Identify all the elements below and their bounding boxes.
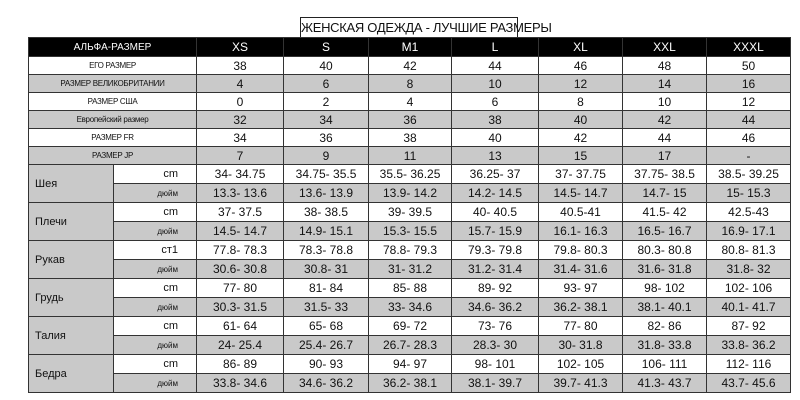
measurement-value-cell: 77- 80 [539, 317, 623, 336]
size-value-cell: 2 [284, 93, 369, 111]
size-value-cell: 12 [539, 75, 623, 93]
standard-label: РАЗМЕР ВЕЛИКОБРИТАНИИ [29, 75, 197, 93]
measurement-value-cell: 37.75- 38.5 [623, 165, 707, 184]
size-value-cell: 10 [452, 75, 539, 93]
measurement-value-cell: 40- 40.5 [452, 203, 539, 222]
size-value-cell: 36 [369, 111, 452, 129]
size-value-cell: 17 [623, 147, 707, 165]
measurement-name: Плечи [29, 203, 114, 241]
size-value-cell: 42 [623, 111, 707, 129]
measurement-value-cell: 98- 102 [623, 279, 707, 298]
measurement-value-cell: 93- 97 [539, 279, 623, 298]
size-value-cell: 10 [623, 93, 707, 111]
measurement-name: Талия [29, 317, 114, 355]
standard-label: Европейский размер [29, 111, 197, 129]
measurement-value-cell: 98- 101 [452, 355, 539, 374]
size-value-cell: 44 [707, 111, 791, 129]
unit-label: дюйм [114, 260, 197, 279]
measurement-value-cell: 25.4- 26.7 [284, 336, 369, 355]
measurement-value-cell: 40.1- 41.7 [707, 298, 791, 317]
measurement-row [29, 203, 791, 222]
measurement-value-cell: 14.5- 14.7 [539, 184, 623, 203]
measurement-row [29, 298, 791, 317]
size-value-cell: - [707, 147, 791, 165]
measurement-value-cell: 78.8- 79.3 [369, 241, 452, 260]
size-value-cell: 48 [623, 57, 707, 75]
size-header: L [452, 38, 539, 57]
standard-row [29, 111, 791, 129]
measurement-value-cell: 31- 31.2 [369, 260, 452, 279]
size-value-cell: 50 [707, 57, 791, 75]
size-value-cell: 44 [623, 129, 707, 147]
size-value-cell: 16 [707, 75, 791, 93]
unit-label: ст1 [114, 241, 197, 260]
measurement-value-cell: 28.3- 30 [452, 336, 539, 355]
unit-label: cm [114, 203, 197, 222]
measurement-value-cell: 30- 31.8 [539, 336, 623, 355]
measurement-value-cell: 102- 105 [539, 355, 623, 374]
measurement-row [29, 165, 791, 184]
measurement-value-cell: 102- 106 [707, 279, 791, 298]
measurement-row [29, 222, 791, 241]
measurement-value-cell: 89- 92 [452, 279, 539, 298]
measurement-value-cell: 80.3- 80.8 [623, 241, 707, 260]
measurement-value-cell: 30.6- 30.8 [197, 260, 284, 279]
measurement-value-cell: 16.9- 17.1 [707, 222, 791, 241]
measurement-row [29, 260, 791, 279]
size-value-cell: 6 [452, 93, 539, 111]
standard-label: ЕГО РАЗМЕР [29, 57, 197, 75]
size-header: XL [539, 38, 623, 57]
measurement-value-cell: 34.6- 36.2 [452, 298, 539, 317]
measurement-value-cell: 31.5- 33 [284, 298, 369, 317]
measurement-value-cell: 81- 84 [284, 279, 369, 298]
measurement-value-cell: 37- 37.5 [197, 203, 284, 222]
standard-row [29, 93, 791, 111]
measurement-value-cell: 40.5-41 [539, 203, 623, 222]
measurement-row [29, 279, 791, 298]
measurement-value-cell: 15.7- 15.9 [452, 222, 539, 241]
header-row [29, 38, 791, 57]
size-value-cell: 40 [539, 111, 623, 129]
measurement-value-cell: 41.3- 43.7 [623, 374, 707, 393]
measurement-value-cell: 33.8- 34.6 [197, 374, 284, 393]
size-value-cell: 6 [284, 75, 369, 93]
chart-title: ЖЕНСКАЯ ОДЕЖДА - ЛУЧШИЕ РАЗМЕРЫ [300, 17, 518, 39]
measurement-value-cell: 15.3- 15.5 [369, 222, 452, 241]
measurement-value-cell: 34.75- 35.5 [284, 165, 369, 184]
measurement-value-cell: 14.2- 14.5 [452, 184, 539, 203]
measurement-value-cell: 85- 88 [369, 279, 452, 298]
measurement-value-cell: 38.1- 40.1 [623, 298, 707, 317]
measurement-value-cell: 30.8- 31 [284, 260, 369, 279]
measurement-value-cell: 24- 25.4 [197, 336, 284, 355]
unit-label: cm [114, 165, 197, 184]
measurement-value-cell: 14.7- 15 [623, 184, 707, 203]
measurement-value-cell: 79.8- 80.3 [539, 241, 623, 260]
size-value-cell: 34 [197, 129, 284, 147]
size-value-cell: 38 [452, 111, 539, 129]
measurement-value-cell: 87- 92 [707, 317, 791, 336]
measurement-value-cell: 14.5- 14.7 [197, 222, 284, 241]
measurement-name: Шея [29, 165, 114, 203]
measurement-value-cell: 13.6- 13.9 [284, 184, 369, 203]
measurement-value-cell: 31.8- 32 [707, 260, 791, 279]
size-value-cell: 42 [369, 57, 452, 75]
size-header: XXXL [707, 38, 791, 57]
measurement-value-cell: 34- 34.75 [197, 165, 284, 184]
standard-label: РАЗМЕР JP [29, 147, 197, 165]
size-value-cell: 14 [623, 75, 707, 93]
measurement-value-cell: 78.3- 78.8 [284, 241, 369, 260]
alpha-size-label: АЛЬФА-РАЗМЕР [29, 38, 197, 57]
measurement-name: Рукав [29, 241, 114, 279]
standard-row [29, 147, 791, 165]
unit-label: дюйм [114, 298, 197, 317]
measurement-value-cell: 31.8- 33.8 [623, 336, 707, 355]
standard-row [29, 75, 791, 93]
measurement-value-cell: 35.5- 36.25 [369, 165, 452, 184]
size-value-cell: 36 [284, 129, 369, 147]
measurement-name: Грудь [29, 279, 114, 317]
size-value-cell: 42 [539, 129, 623, 147]
measurement-value-cell: 65- 68 [284, 317, 369, 336]
measurement-row [29, 241, 791, 260]
size-value-cell: 9 [284, 147, 369, 165]
measurement-value-cell: 38.5- 39.25 [707, 165, 791, 184]
measurement-value-cell: 42.5-43 [707, 203, 791, 222]
size-value-cell: 4 [197, 75, 284, 93]
measurement-row [29, 374, 791, 393]
size-value-cell: 15 [539, 147, 623, 165]
measurement-value-cell: 36.25- 37 [452, 165, 539, 184]
measurement-value-cell: 39- 39.5 [369, 203, 452, 222]
measurement-value-cell: 90- 93 [284, 355, 369, 374]
unit-label: дюйм [114, 184, 197, 203]
measurement-value-cell: 80.8- 81.3 [707, 241, 791, 260]
size-value-cell: 46 [539, 57, 623, 75]
size-value-cell: 38 [369, 129, 452, 147]
standard-label: РАЗМЕР FR [29, 129, 197, 147]
size-value-cell: 46 [707, 129, 791, 147]
measurement-value-cell: 16.5- 16.7 [623, 222, 707, 241]
measurement-value-cell: 31.2- 31.4 [452, 260, 539, 279]
unit-label: cm [114, 279, 197, 298]
measurement-value-cell: 38.1- 39.7 [452, 374, 539, 393]
size-header: S [284, 38, 369, 57]
measurement-value-cell: 33- 34.6 [369, 298, 452, 317]
measurement-value-cell: 112- 116 [707, 355, 791, 374]
standard-row [29, 129, 791, 147]
measurement-row [29, 355, 791, 374]
standard-label: РАЗМЕР США [29, 93, 197, 111]
measurement-value-cell: 31.4- 31.6 [539, 260, 623, 279]
size-value-cell: 34 [284, 111, 369, 129]
measurement-value-cell: 13.3- 13.6 [197, 184, 284, 203]
size-value-cell: 12 [707, 93, 791, 111]
size-value-cell: 8 [539, 93, 623, 111]
size-value-cell: 7 [197, 147, 284, 165]
size-value-cell: 4 [369, 93, 452, 111]
size-table [28, 37, 791, 393]
measurement-value-cell: 82- 86 [623, 317, 707, 336]
measurement-value-cell: 15- 15.3 [707, 184, 791, 203]
measurement-value-cell: 36.2- 38.1 [539, 298, 623, 317]
size-value-cell: 40 [284, 57, 369, 75]
measurement-value-cell: 77- 80 [197, 279, 284, 298]
size-value-cell: 13 [452, 147, 539, 165]
measurement-value-cell: 13.9- 14.2 [369, 184, 452, 203]
measurement-row [29, 317, 791, 336]
size-value-cell: 44 [452, 57, 539, 75]
measurement-row [29, 336, 791, 355]
size-header: XXL [623, 38, 707, 57]
measurement-value-cell: 41.5- 42 [623, 203, 707, 222]
measurement-value-cell: 30.3- 31.5 [197, 298, 284, 317]
unit-label: cm [114, 355, 197, 374]
measurement-value-cell: 38- 38.5 [284, 203, 369, 222]
measurement-value-cell: 86- 89 [197, 355, 284, 374]
size-value-cell: 11 [369, 147, 452, 165]
standard-row [29, 57, 791, 75]
size-value-cell: 38 [197, 57, 284, 75]
unit-label: дюйм [114, 374, 197, 393]
measurement-value-cell: 31.6- 31.8 [623, 260, 707, 279]
measurement-value-cell: 14.9- 15.1 [284, 222, 369, 241]
measurement-value-cell: 26.7- 28.3 [369, 336, 452, 355]
measurement-row [29, 184, 791, 203]
measurement-name: Бедра [29, 355, 114, 393]
size-header: XS [197, 38, 284, 57]
unit-label: дюйм [114, 222, 197, 241]
measurement-value-cell: 34.6- 36.2 [284, 374, 369, 393]
measurement-value-cell: 33.8- 36.2 [707, 336, 791, 355]
size-header: M1 [369, 38, 452, 57]
unit-label: дюйм [114, 336, 197, 355]
measurement-value-cell: 61- 64 [197, 317, 284, 336]
measurement-value-cell: 39.7- 41.3 [539, 374, 623, 393]
measurement-value-cell: 106- 111 [623, 355, 707, 374]
measurement-value-cell: 73- 76 [452, 317, 539, 336]
measurement-value-cell: 94- 97 [369, 355, 452, 374]
unit-label: cm [114, 317, 197, 336]
size-value-cell: 40 [452, 129, 539, 147]
measurement-value-cell: 77.8- 78.3 [197, 241, 284, 260]
measurement-value-cell: 16.1- 16.3 [539, 222, 623, 241]
size-value-cell: 32 [197, 111, 284, 129]
size-value-cell: 8 [369, 75, 452, 93]
measurement-value-cell: 79.3- 79.8 [452, 241, 539, 260]
size-value-cell: 0 [197, 93, 284, 111]
measurement-value-cell: 69- 72 [369, 317, 452, 336]
measurement-value-cell: 37- 37.75 [539, 165, 623, 184]
measurement-value-cell: 43.7- 45.6 [707, 374, 791, 393]
measurement-value-cell: 36.2- 38.1 [369, 374, 452, 393]
